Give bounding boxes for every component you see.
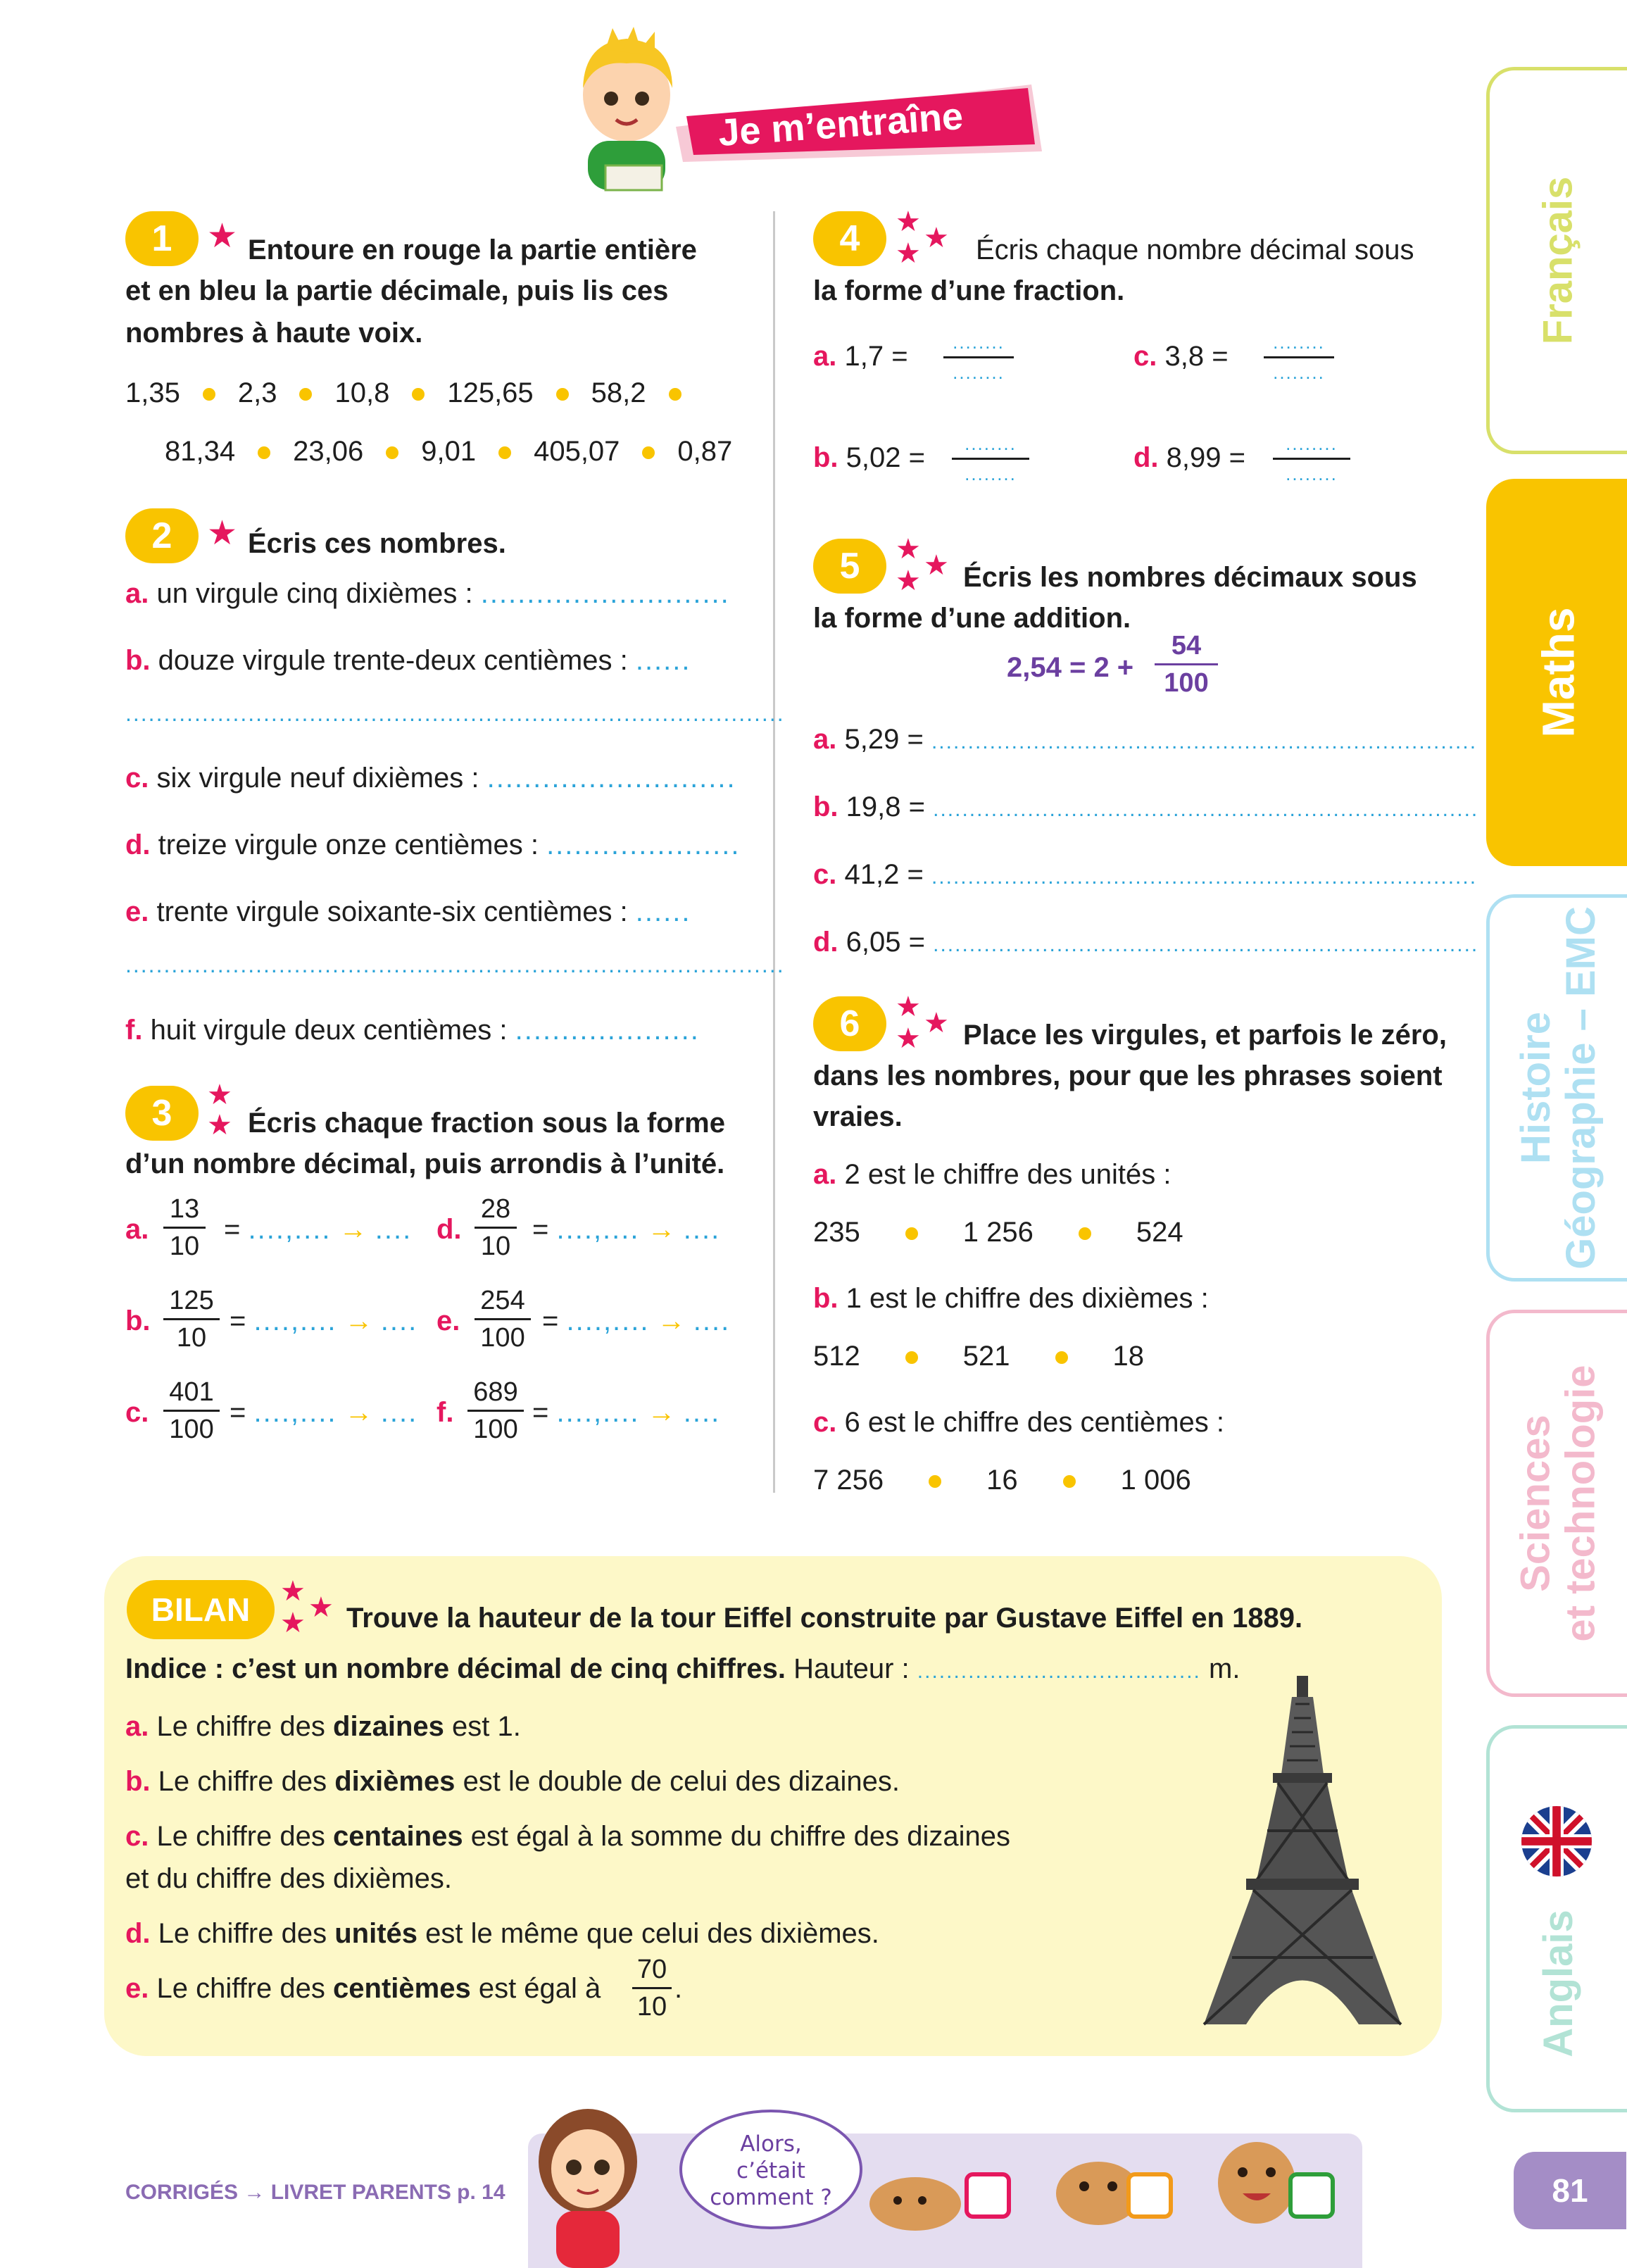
exercise-2-item-e: e. trente virgule soixante-six centièmes : ...... (125, 896, 691, 927)
fraction-blank[interactable]: ........ ........ (943, 330, 1014, 385)
exercise-4-item-c: c. 3,8 = (1133, 341, 1229, 372)
bilan-clue-d: d. Le chiffre des unités est le même que celui des dixièmes. (125, 1918, 879, 1949)
number-value: 81,34 (165, 436, 236, 467)
exercise-5-instruction-line2: la forme d’une addition. (813, 603, 1131, 634)
fraction: 254 100 (475, 1284, 531, 1354)
checkbox-easy[interactable] (1288, 2172, 1335, 2219)
bubble-line2: c’était (736, 2158, 805, 2184)
exercise-6-instruction-line3: vraies. (813, 1101, 903, 1132)
number-value: 9,01 (421, 436, 477, 467)
exercise-6-item-a: a. 2 est le chiffre des unités : (813, 1159, 1171, 1190)
exercise-3-label-d: d. (436, 1214, 462, 1245)
exercise-6-values-a: 235 1 256 524 (813, 1217, 1183, 1248)
exercise-1-numbers-row2 (165, 432, 732, 471)
exercise-3-answer-c[interactable]: = ....,.... → .... (230, 1397, 418, 1428)
number-value: 405,07 (534, 436, 620, 467)
tab-histoire-line1: Histoire (1512, 1012, 1559, 1164)
star-icon: ★ (207, 218, 238, 255)
number-value: 58,2 (591, 377, 646, 408)
star-icon: ★ (896, 1023, 921, 1054)
exercise-5-item-a: a. 5,29 = ........................................................................... (813, 724, 1478, 755)
exercise-3-answer-b[interactable]: = ....,.... → .... (230, 1305, 418, 1336)
number-value: 10,8 (334, 377, 390, 408)
exercise-6-item-c: c. 6 est le chiffre des centièmes : (813, 1407, 1225, 1438)
exercise-3-label-b: b. (125, 1305, 151, 1336)
bullet-dot (556, 388, 569, 401)
exercise-1-numbers-row1 (125, 373, 704, 413)
exercise-3-answer-f[interactable]: = ....,.... → .... (532, 1397, 721, 1428)
tab-sciences-line2: et technologie (1557, 1365, 1604, 1642)
exercise-5-instruction-line1: Écris les nombres décimaux sous (963, 562, 1417, 593)
exercise-1-instruction-line1: Entoure en rouge la partie entière (248, 234, 697, 265)
tab-sciences-line1: Sciences (1512, 1415, 1559, 1592)
fraction: 689 100 (467, 1376, 524, 1446)
girl-illustration (517, 2084, 658, 2268)
exercise-4-item-a: a. 1,7 = (813, 341, 908, 372)
star-icon: ★ (896, 991, 921, 1022)
corriges-reference: CORRIGÉS → LIVRET PARENTS p. 14 (125, 2181, 505, 2204)
exercise-3-answer-d[interactable]: = ....,.... → .... (532, 1214, 721, 1245)
exercise-3-label-f: f. (436, 1397, 454, 1428)
bilan-clue-c: c. Le chiffre des centaines est égal à la somme du chiffre des dizaines (125, 1821, 1011, 1852)
column-divider (773, 211, 775, 1493)
fraction-blank[interactable]: ........ ........ (1273, 431, 1350, 487)
exercise-4-item-d: d. 8,99 = (1133, 442, 1245, 473)
answer-line[interactable]: ...... (635, 645, 691, 676)
exercise-2-item-a: a. un virgule cinq dixièmes : ........................... (125, 578, 730, 609)
exercise-3-answer-a[interactable]: = ....,.... → .... (224, 1214, 413, 1245)
exercise-2-badge: 2 (125, 508, 199, 563)
exercise-3-label-c: c. (125, 1397, 149, 1428)
exercise-5-badge: 5 (813, 539, 886, 594)
bilan-clue-e: e. Le chiffre des centièmes est égal à (125, 1973, 601, 2004)
bilan-hint: Indice : c’est un nombre décimal de cinq chiffres. Hauteur : ....................................... m. (125, 1653, 1240, 1684)
exercise-6-instruction-line1: Place les virgules, et parfois le zéro, (963, 1020, 1447, 1051)
arrow-right-icon: → (244, 2181, 265, 2204)
exercise-2-item-f: f. huit virgule deux centièmes : .................... (125, 1015, 700, 1046)
exercise-3-badge: 3 (125, 1086, 199, 1141)
answer-line[interactable]: ..................... (546, 829, 741, 860)
bullet-dot (642, 446, 655, 459)
exercise-2-title: Écris ces nombres. (248, 528, 506, 559)
exercise-5-item-b: b. 19,8 = ........................................................................... (813, 791, 1479, 822)
number-value: 1,35 (125, 377, 180, 408)
answer-line[interactable]: ........................................................................... (931, 730, 1478, 753)
exercise-3-answer-e[interactable]: = ....,.... → .... (542, 1305, 731, 1336)
exercise-1-instruction-line3: nombres à haute voix. (125, 318, 423, 349)
checkbox-difficult[interactable] (965, 2172, 1011, 2219)
exercise-5-example: 2,54 = 2 + (1007, 652, 1134, 683)
star-icon: ★ (308, 1592, 334, 1623)
tab-sciences-label (1514, 1365, 1604, 1641)
star-icon: ★ (280, 1608, 306, 1639)
hamster-sad-icon (866, 2162, 965, 2236)
exercise-6-item-b: b. 1 est le chiffre des dixièmes : (813, 1283, 1209, 1314)
answer-line[interactable]: ........................... (480, 578, 730, 609)
example-fraction: 54 100 (1155, 629, 1218, 699)
exercise-5-item-d: d. 6,05 = ........................................................................... (813, 927, 1479, 958)
eiffel-tower-illustration (1190, 1676, 1415, 2028)
tab-sciences[interactable] (1486, 1310, 1627, 1697)
exercise-5-item-c: c. 41,2 = ........................................................................... (813, 859, 1478, 890)
tab-maths-label: Maths (1533, 607, 1584, 738)
uk-flag-icon (1521, 1806, 1592, 1880)
star-icon: ★ (924, 550, 949, 581)
exercise-6-values-b: 512 521 18 (813, 1341, 1144, 1372)
answer-line[interactable]: ........................................................................... (931, 865, 1478, 889)
height-answer-line[interactable]: ....................................... (917, 1660, 1201, 1683)
number-value: 0,87 (677, 436, 733, 467)
answer-line[interactable]: ...................................................................................... (125, 952, 785, 977)
star-icon: ★ (896, 534, 921, 565)
checkbox-medium[interactable] (1126, 2172, 1173, 2219)
exercise-4-item-b: b. 5,02 = (813, 442, 925, 473)
tab-histoire-geographie[interactable] (1486, 894, 1627, 1282)
bubble-line3: comment ? (710, 2185, 832, 2210)
bullet-dot (258, 446, 270, 459)
bilan-clue-b: b. Le chiffre des dixièmes est le double de celui des dizaines. (125, 1766, 900, 1797)
bullet-dot (203, 388, 215, 401)
exercise-6-instruction-line2: dans les nombres, pour que les phrases soient (813, 1060, 1443, 1091)
bilan-title: Trouve la hauteur de la tour Eiffel construite par Gustave Eiffel en 1889. (346, 1603, 1303, 1634)
exercise-6-values-c: 7 256 16 1 006 (813, 1465, 1191, 1496)
bullet-dot (412, 388, 425, 401)
exercise-4-instruction-line1: Écris chaque nombre décimal sous (976, 234, 1414, 265)
bullet-dot (299, 388, 312, 401)
star-icon: ★ (896, 238, 921, 269)
tab-anglais[interactable] (1486, 1725, 1627, 2112)
page-title: Je m’entraîne (717, 94, 965, 155)
bilan-clue-e-end: . (674, 1973, 683, 2004)
exercise-1-badge: 1 (125, 211, 199, 266)
fraction: 13 10 (163, 1193, 206, 1263)
exercise-6-badge: 6 (813, 996, 886, 1051)
star-icon: ★ (924, 1008, 949, 1039)
number-value: 125,65 (447, 377, 534, 408)
answer-line[interactable]: ........................................................................... (933, 933, 1479, 956)
exercise-4-badge: 4 (813, 211, 886, 266)
speech-bubble (679, 2110, 862, 2229)
fraction-blank[interactable]: ........ ........ (1264, 330, 1334, 385)
fraction-blank[interactable]: ........ ........ (952, 431, 1029, 487)
star-icon: ★ (207, 1110, 232, 1141)
bullet-dot (669, 388, 681, 401)
fraction: 401 100 (163, 1376, 220, 1446)
tab-anglais-label: Anglais (1535, 1910, 1581, 2057)
fraction: 125 10 (163, 1284, 220, 1354)
header-title-ribbon (676, 84, 1042, 162)
tab-francais-label: Français (1535, 176, 1581, 345)
exercise-3-label-e: e. (436, 1305, 460, 1336)
exercise-2-item-b: b. douze virgule trente-deux centièmes : ...... (125, 645, 691, 676)
bilan-badge: BILAN (127, 1580, 275, 1639)
fraction: 70 10 (632, 1953, 672, 2023)
exercise-1-instruction-line2: et en bleu la partie décimale, puis lis ces (125, 275, 669, 306)
answer-line[interactable]: ...................................................................................... (125, 701, 785, 726)
star-icon: ★ (207, 1079, 232, 1110)
answer-line[interactable]: ........................... (486, 763, 736, 794)
bilan-clue-c-line2: et du chiffre des dixièmes. (125, 1863, 452, 1894)
answer-line[interactable]: ........................................................................... (933, 798, 1479, 821)
exercise-3-instruction-line2: d’un nombre décimal, puis arrondis à l’unité. (125, 1148, 725, 1179)
bubble-line1: Alors, (740, 2131, 802, 2157)
exercise-3-instruction-line1: Écris chaque fraction sous la forme (248, 1108, 725, 1139)
bullet-dot (498, 446, 511, 459)
exercise-2-item-c: c. six virgule neuf dixièmes : ........................... (125, 763, 736, 794)
bilan-clue-a: a. Le chiffre des dizaines est 1. (125, 1711, 521, 1742)
tab-francais[interactable] (1486, 67, 1627, 454)
star-icon: ★ (896, 206, 921, 237)
exercise-4-instruction-line2: la forme d’une fraction. (813, 275, 1125, 306)
exercise-3-label-a: a. (125, 1214, 149, 1245)
number-value: 23,06 (293, 436, 364, 467)
bullet-dot (386, 446, 398, 459)
star-icon: ★ (280, 1576, 306, 1607)
star-icon: ★ (896, 565, 921, 596)
tab-maths[interactable] (1486, 479, 1627, 866)
page-number: 81 (1514, 2152, 1626, 2229)
star-icon: ★ (207, 515, 238, 552)
number-value: 2,3 (237, 377, 277, 408)
star-icon: ★ (924, 223, 949, 253)
tab-histoire-line2: Géographie – EMC (1557, 906, 1604, 1270)
tab-histoire-label (1514, 906, 1604, 1270)
fraction: 28 10 (475, 1193, 517, 1263)
exercise-2-item-d: d. treize virgule onze centièmes : ..................... (125, 829, 741, 860)
answer-line[interactable]: ...... (635, 896, 691, 927)
answer-line[interactable]: .................... (515, 1015, 700, 1046)
